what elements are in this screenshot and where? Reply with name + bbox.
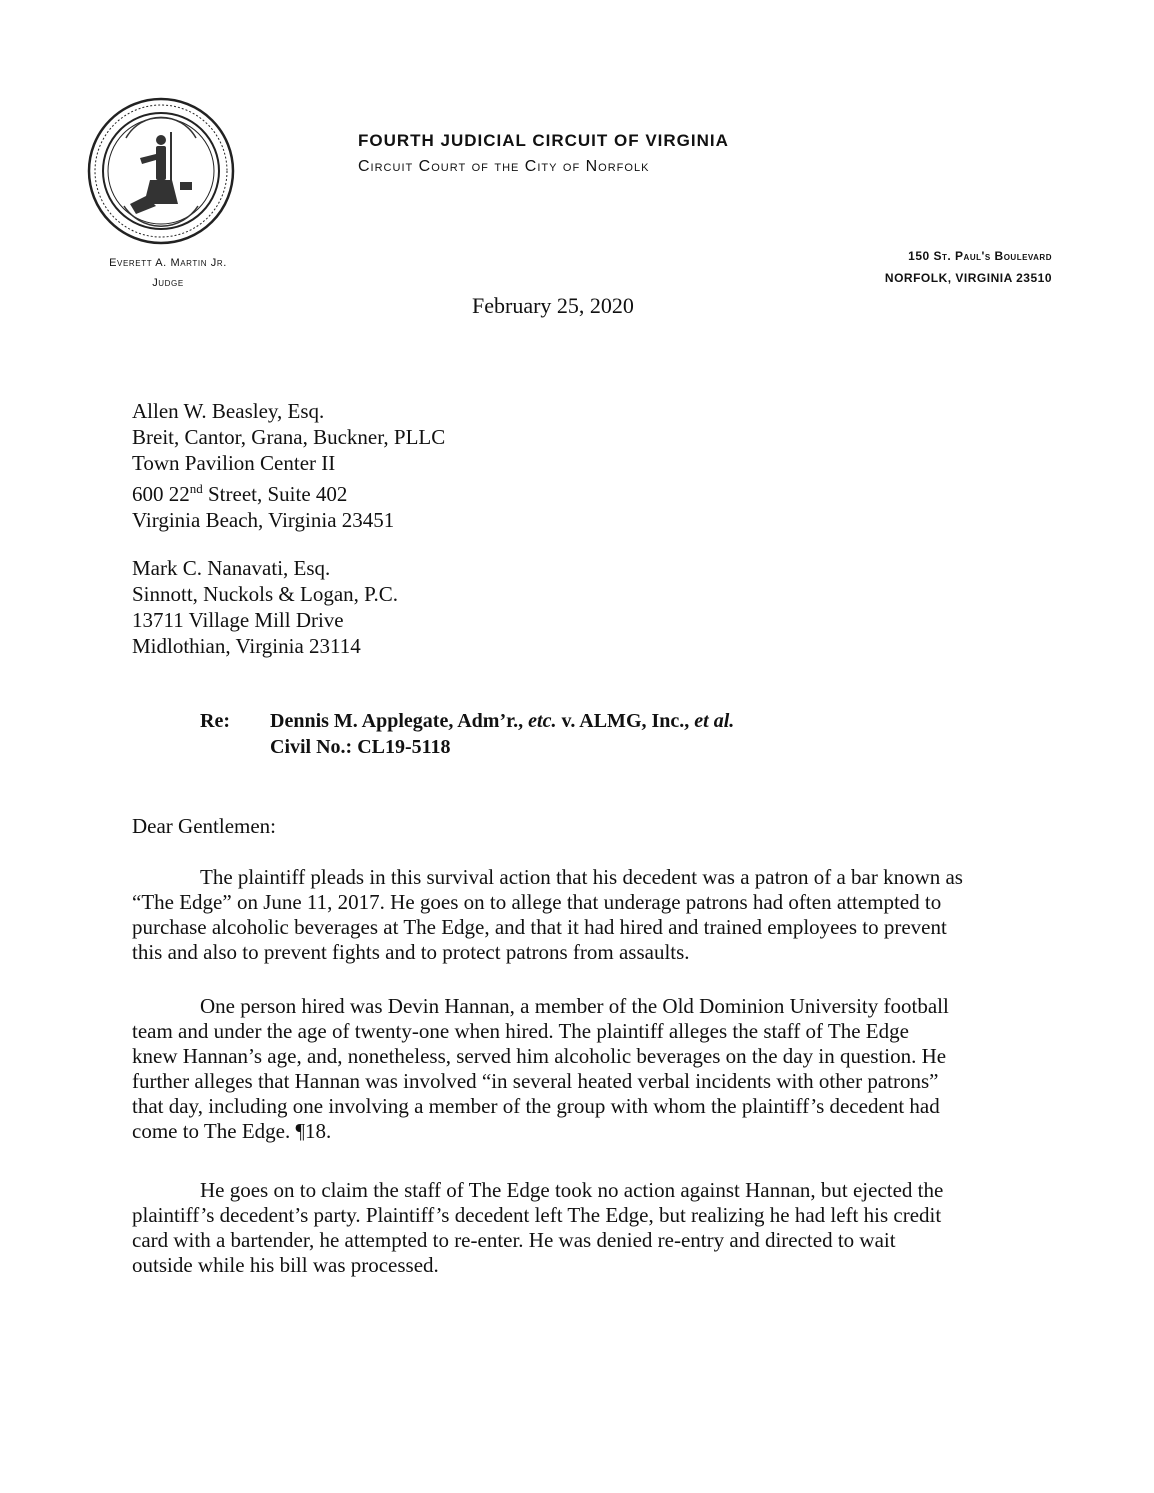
recipient-name: Allen W. Beasley, Esq.	[132, 399, 325, 423]
court-address	[792, 245, 1052, 289]
recipient-block-1	[132, 398, 445, 533]
body-paragraph-3: He goes on to claim the staff of The Edge took no action against Hannan, but ejected the plaintiff’s decedent’s party. Plaintiff’s decedent left The Edge, but realizing he had left his credit card with a bartender, he attempted to re-enter. He was denied re-entry and directed to wait outside while his bill was processed.	[132, 1178, 944, 1277]
court-subtitle: Circuit Court of the City of Norfolk	[358, 158, 650, 175]
recipient-block-2	[132, 555, 398, 659]
address-line-1: 150 St. Paul's Boulevard	[908, 249, 1052, 263]
recipient-city: Virginia Beach, Virginia 23451	[132, 508, 395, 532]
judge-title: Judge	[152, 277, 184, 289]
letter-date: February 25, 2020	[472, 293, 634, 318]
recipient-street: 13711 Village Mill Drive	[132, 608, 344, 632]
civil-number: Civil No.: CL19-5118	[270, 736, 451, 758]
recipient-firm: Sinnott, Nuckols & Logan, P.C.	[132, 582, 399, 606]
virginia-seal-logo	[86, 96, 236, 246]
judge-block	[88, 253, 248, 293]
recipient-street: 600 22nd Street, Suite 402	[132, 481, 348, 506]
address-line-2: NORFOLK, VIRGINIA 23510	[884, 271, 1052, 285]
recipient-building: Town Pavilion Center II	[132, 451, 336, 475]
re-label: Re:	[200, 710, 230, 732]
case-caption	[270, 708, 734, 760]
case-name: Dennis M. Applegate, Adm’r., etc. v. ALMG, Inc., et al.	[270, 710, 735, 732]
recipient-city: Midlothian, Virginia 23114	[132, 634, 361, 658]
salutation: Dear Gentlemen:	[132, 814, 277, 838]
court-title: FOURTH JUDICIAL CIRCUIT OF VIRGINIA	[358, 131, 729, 150]
recipient-firm: Breit, Cantor, Grana, Buckner, PLLC	[132, 425, 446, 449]
court-letterhead	[358, 130, 878, 178]
body-paragraph-2: One person hired was Devin Hannan, a member of the Old Dominion University football team and under the age of twenty-one when hired. The plaintiff alleges the staff of The Edge knew Hannan’s age, and, nonetheless, served him alcoholic beverages on the day in question. He further alleges that Hannan was involved “in several heated verbal incidents with other patrons” that day, including one involving a member of the group with whom the plaintiff’s decedent had come to The Edge. ¶18.	[132, 994, 949, 1143]
recipient-name: Mark C. Nanavati, Esq.	[132, 556, 331, 580]
body-paragraph-1: The plaintiff pleads in this survival action that his decedent was a patron of a bar known as “The Edge” on June 11, 2017. He goes on to allege that underage patrons had often attempted to purchase alcoholic beverages at The Edge, and that it had hired and trained employees to prevent this and also to prevent fights and to protect patrons from assaults.	[132, 865, 963, 964]
judge-name: Everett A. Martin Jr.	[109, 257, 227, 269]
